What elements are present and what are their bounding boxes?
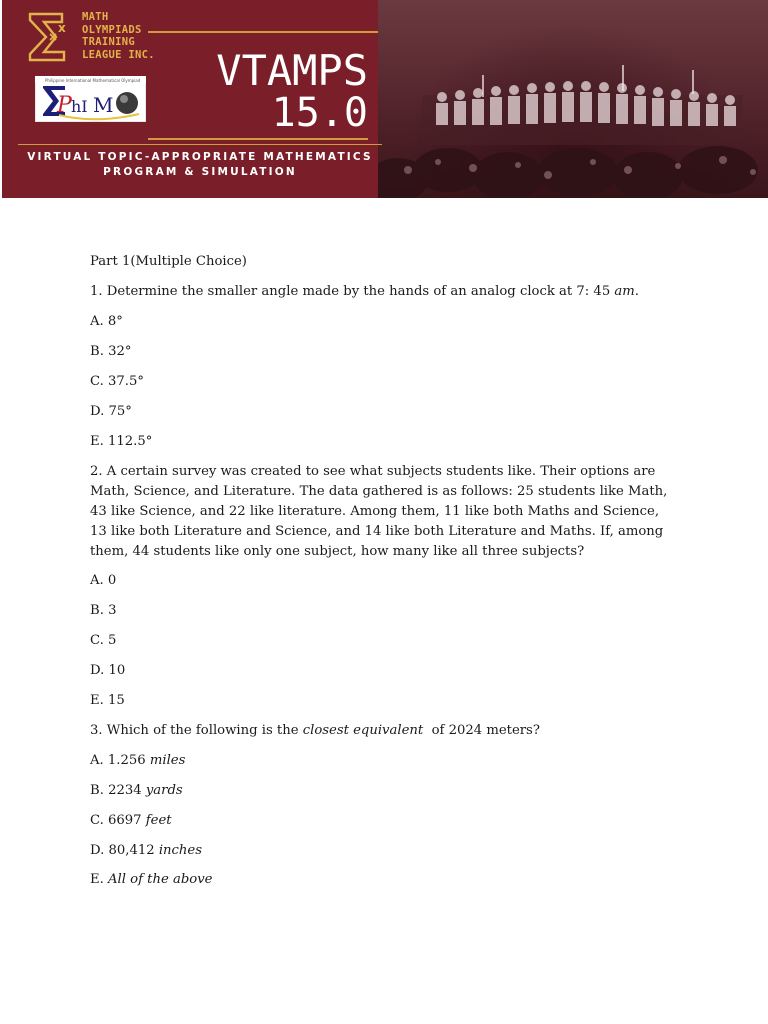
option: C. 37.5° <box>90 374 144 389</box>
option: E. 15 <box>90 693 125 708</box>
option: D. 75° <box>90 404 132 419</box>
option-label: A. 1.256 <box>90 753 150 768</box>
sigma-logo-icon <box>26 10 76 64</box>
org-line: LEAGUE INC. <box>82 48 155 61</box>
svg-text:M: M <box>93 93 114 117</box>
option-label: B. 2234 <box>90 783 146 798</box>
question-3 <box>90 721 540 741</box>
org-line: OLYMPIADS <box>82 23 142 36</box>
program-title <box>172 46 368 136</box>
option-unit: feet <box>145 813 172 828</box>
option: A. 0 <box>90 573 117 588</box>
phimo-logo-icon <box>35 76 146 122</box>
question-end: . <box>634 284 639 299</box>
org-line: TRAINING <box>82 36 135 48</box>
option: D. 10 <box>90 663 126 678</box>
header-banner <box>2 0 768 198</box>
option <box>90 841 202 861</box>
option: C. 5 <box>90 633 117 648</box>
option-unit: inches <box>158 843 202 858</box>
org-name <box>82 11 155 61</box>
option: B. 32° <box>90 344 132 359</box>
divider-line <box>148 138 368 140</box>
flowers-photo-image <box>378 140 768 198</box>
question-2: 2. A certain survey was created to see what subjects students like. Their options are Math, Science, and Literature. The data gathered is as follows: 25 students like Math, 43 like Science, and 22 like literature. Among them, 11 like both Maths and Science, 13 like both Literature and Science, and 14 like both Literature and Maths. If, among them, 44 students like only one subject, how many like all three subjects? <box>90 464 668 559</box>
option-unit: miles <box>149 753 186 768</box>
option <box>90 811 172 831</box>
math-term: am <box>614 284 635 299</box>
phimo-caption: Philippine International Mathematical Olympiad <box>45 78 141 83</box>
option <box>90 870 212 890</box>
emphasis: closest equivalent <box>302 723 424 738</box>
svg-text:x: x <box>58 21 66 35</box>
option: A. 8° <box>90 314 123 329</box>
question-1 <box>90 282 639 302</box>
program-version: 15.0 <box>271 90 368 136</box>
phimo-logo <box>35 76 146 122</box>
option <box>90 781 183 801</box>
option-unit: yards <box>145 783 183 798</box>
option <box>90 751 185 771</box>
option-label: C. 6697 <box>90 813 146 828</box>
option: B. 3 <box>90 603 117 618</box>
svg-text:hI: hI <box>71 97 88 116</box>
divider-line <box>18 144 382 145</box>
option-label: D. 80,412 <box>90 843 159 858</box>
subtitle-line2: PROGRAM & SIMULATION <box>103 166 297 178</box>
question-text: 3. Which of the following is the <box>90 723 303 738</box>
subtitle-line1: VIRTUAL TOPIC-APPROPRIATE MATHEMATICS <box>27 151 373 163</box>
divider-line <box>148 31 378 33</box>
option: E. 112.5° <box>90 434 153 449</box>
option-unit: All of the above <box>108 872 213 887</box>
crowd-photo-image <box>422 55 742 145</box>
question-text: 1. Determine the smaller angle made by the hands of an analog clock at 7: 45 <box>90 284 615 299</box>
program-title-line1: VTAMPS <box>216 46 368 95</box>
org-line: MATH <box>82 11 109 23</box>
svg-text:P: P <box>57 93 72 118</box>
program-subtitle <box>20 150 380 180</box>
option-label: E. <box>90 872 109 887</box>
part-heading: Part 1(Multiple Choice) <box>90 254 247 269</box>
question-end: of 2024 meters? <box>423 723 540 738</box>
